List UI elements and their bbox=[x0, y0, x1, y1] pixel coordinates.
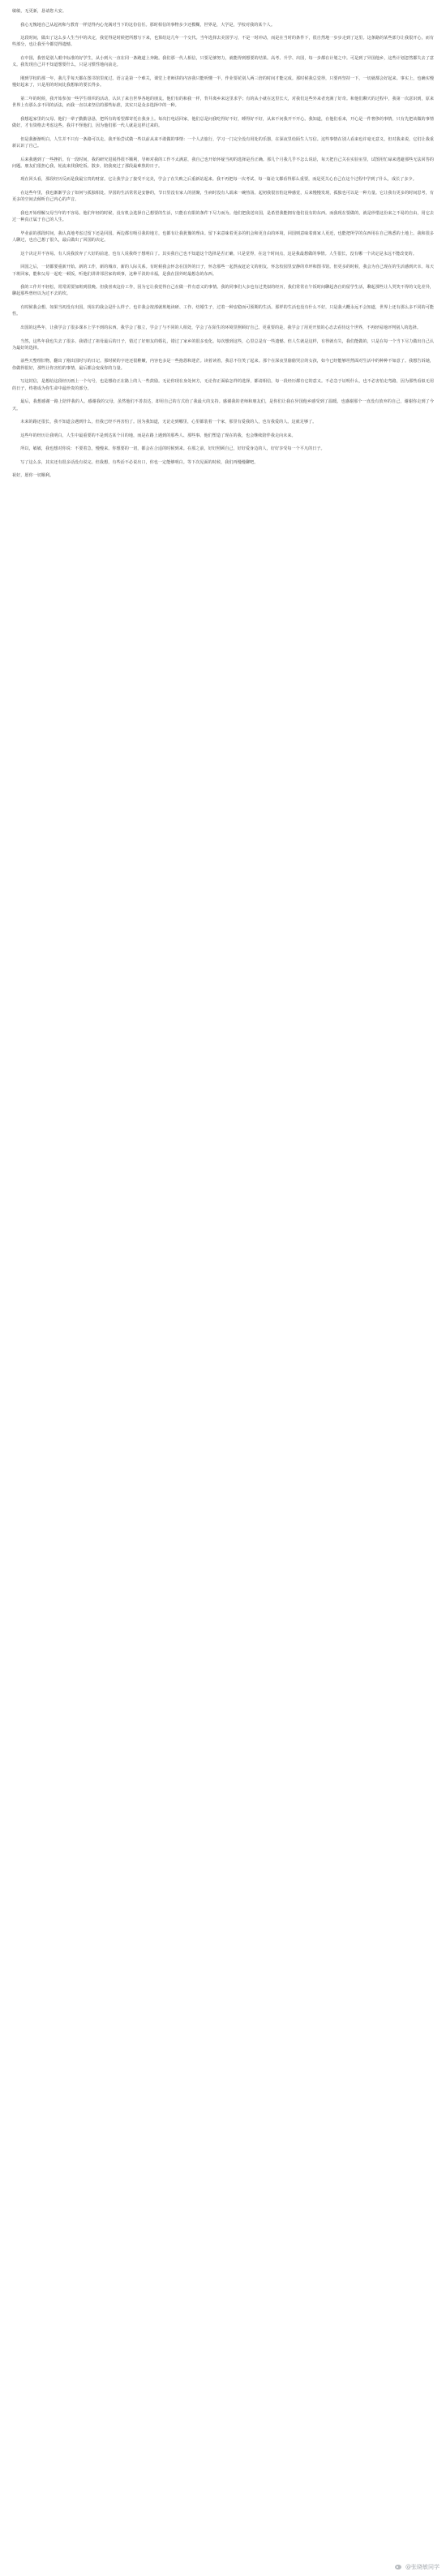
paragraph: 所以，敏敏，我也想对你说：不要着急，慢慢来。你想要的一切，都会在合适的时候到来。在那之前，好好照顾自己，好好爱身边的人，好好享受每一个平凡的日子。 bbox=[20, 446, 325, 452]
paragraph: 前些天整理旧物，翻出了刚出国时写的日记。那时候的字迹还很稚嫩，内容也多是一些抱怨和迷茫。读着读着，我忍不住笑了起来。那个在深夜里偷偷哭泣的女孩，如今已经能够坦然面对生活中的种种不如意了。我想告诉她，你做得很好，那些让你害怕的事情，最后都会变成你的力量。 bbox=[12, 359, 434, 371]
weibo-icon bbox=[395, 2564, 403, 2570]
paragraph: 我也开始理解父母当年的不容易。他们年轻的时候，没有机会选择自己想要的生活，只能在有限的条件下尽力而为。他们把我送出国，是希望我能拥有他们没有的东西。而我现在要做的，就是珍惜这份来之不易的自由，用它去过一种真正属于自己的人生。 bbox=[12, 210, 434, 223]
paragraph: 现在回头看，那段经历反而是我最宝贵的财富。它让我学会了接受不完美，学会了在失败之后重新站起来。我不再把每一次考试、每一篇论文都看得那么重要，而是更关心自己在这个过程中学到了什么，成长了多少。 bbox=[20, 177, 417, 183]
paragraph: 第二年的时候，我开始参加一些学生组织的活动，认识了来自世界各地的朋友。他们有的和我一样，背井离乡来这里求学；有的从小就在这里长大，对我们这些外来者充满了好奇。和他们聊天的过程中，我第一次意识到，原来世界上有那么多不同的活法，而我一直以来坚信的那些标准，其实只是众多选择中的一种。 bbox=[12, 96, 434, 109]
paragraph: 最后，我想感谢一路上陪伴我的人。感谢我的父母，虽然他们不善表达，却用自己的方式给了我最大的支持。感谢我的老师和朋友们，是你们让我在异国他乡感受到了温暖。也感谢那个一直没有放弃的自己，谢谢你走到了今天。 bbox=[12, 399, 434, 411]
paragraph: 我想起家里的父母。他们一辈子勤勤恳恳，把所有的希望都寄托在我身上。每次打电话回家，他们总是问我吃得好不好，睡得好不好，从来不问我开不开心。我知道，在他们看来，开心是一件奢侈的事情，只有先把该做的事情做好，才有资格去考虑这些。我并不怪他们，因为他们那一代人就是这样过来的。 bbox=[12, 116, 434, 129]
paragraph: 回国之后，一切都要重新开始。新的工作，新的城市，新的人际关系。有时候我会怀念在国外的日子，怀念那些一起熬夜赶论文的朋友，怀念校园里安静的草坪和图书馆。但更多的时候，我会为自己现在的生活感到庆幸。每天下班回家，能和父母一起吃一顿饭，听他们讲讲邻居家的琐事，这种平淡的幸福，是我在国外时最想念的东西。 bbox=[12, 265, 434, 277]
paragraph: 写了这么多，其实还有很多话没有说完。但我想，有些话不必说出口，你也一定能够明白。等下次见面的时候，我们再慢慢聊吧。 bbox=[20, 459, 259, 465]
paragraph: 这段时间，做出了这么多人生当中的决定，我觉得是时候把所想写下来，也算给这几年一个交代。当年选择去美国学习，不是一时冲动，而是在当时的条件下，很自然地一步步走到了这里。这条路的某些部分让我很开心，而有些部分，也让我至今都觉得遗憾。 bbox=[12, 36, 434, 48]
paragraph: 刚到学校的那一年，我几乎每天都在图书馆里度过。语言是第一个难关，课堂上老师讲的内容我只能听懂一半，作业要花别人两三倍的时间才能完成。那时候我总觉得，只要再坚持一下，一切就都会好起来。事实上，也确实慢慢好起来了，只是用的时间比我想象的要长得多。 bbox=[12, 75, 434, 88]
paragraph: 当然，这些年我也失去了很多。我错过了祖母最后的日子，错过了好朋友的婚礼，错过了家乡的很多变化。每次想到这些，心里总是有一些遗憾。但人生就是这样，有得就有失，我们能做的，只是在每一个当下尽力做出自己认为最好的选择。 bbox=[12, 338, 434, 351]
letter-body bbox=[12, 22, 434, 480]
paragraph: 写这封信，是想给这段经历画上一个句号，也是想给正在路上的人一些鼓励。无论你现在身处何方，无论你正面临怎样的选择，都请相信，每一段经历都有它的意义。不必急于证明什么，也不必害怕走弯路，因为那些看似无用的日子，终将成为你生命中最珍贵的部分。 bbox=[12, 379, 434, 391]
paragraph: 这个决定并不容易。有人说我放弃了大好的前途，也有人说我终于想明白了。其实我自己也不知道这个选择是否正确，只是觉得，在这个时间点，这是我最想做的事情。人生很长，没有哪一个决定是永远不能改变的。 bbox=[20, 251, 417, 256]
paragraph: 后来我遇到了一些挫折。有一段时间，我的研究进展得很不顺利，导师对我的工作不太满意，我自己也开始怀疑当初的选择是否正确。那几个月我几乎不怎么说话，每天把自己关在实验室里，试图用忙碌来逃避那些无法回答的问题。朋友们很担心我，轮流来找我吃饭、散步，陪我度过了那段最难熬的日子。 bbox=[12, 157, 434, 169]
watermark bbox=[395, 2563, 440, 2571]
closing: 祝好，愿你一切顺利。 bbox=[12, 473, 54, 479]
paragraph: 有时候我会想，如果当初没有出国，现在的我会是什么样子。也许我会按部就班地读研、工作、结婚生子，过着一种安稳而可预期的生活。那样的生活也没有什么不好，只是我大概永远不会知道，世界上还有那么多不同的可能性。 bbox=[12, 305, 434, 317]
greeting: 敏敏，无更新，恳请您大安。 bbox=[12, 9, 66, 14]
paragraph: 在中国，我曾是别人眼中标准的好学生，从小到大一直在同一条跑道上奔跑。我们那一代人相信，只要足够努力，就能得到想要的结果。高考、升学、出国，每一步都在计划之中。可是到了异国他乡，这些计划忽然都失去了意义。我发现自己并不知道想要什么，只是习惯性地向前走。 bbox=[12, 56, 434, 68]
paragraph: 毕业前的那段时间，我认真地考虑过留下还是回国。两边都有吸引我的地方，也都有让我犹豫的理由。留下来意味着更多的机会和更自由的环境，回国则意味着离家人更近，也能把所学的东西用在自己熟悉的土地上。我和很多人聊过，也自己想了很久，最后做出了回国的决定。 bbox=[12, 230, 434, 243]
paragraph: 未来的路还很长，我不知道会遇到什么，但我已经不再害怕了。因为我知道，无论走到哪里，心里都装着一个家，那里有爱我的人，也有我爱的人。这就足够了。 bbox=[20, 420, 317, 425]
paragraph: 出国的这些年，让我学会了很多课本上学不到的东西。我学会了独立，学会了与不同的人相处，学会了在陌生的环境里照顾好自己。更重要的是，我学会了用更开放的心态去看待这个世界，不再轻易地评判别人的选择。 bbox=[20, 325, 421, 330]
paragraph: 我心无愧地自己从起初和与教育一样觉得内心充满对当下的这份信任。那时相信的事物多少还模糊，世界是，大学是，学校对我的某个人。 bbox=[20, 22, 275, 28]
paragraph: 在这些年里，我也渐渐学会了如何与孤独相处。异国的生活常常是安静的，节日里没有家人的团聚，生病时没有人端来一碗热汤。起初我很害怕这种感觉，后来慢慢发现，孤独也可以是一种力量。它让我有更多的时间思考，有更多的空间去倾听自己内心的声音。 bbox=[12, 191, 434, 203]
paragraph: 我的工作并不轻松，常常需要加班到很晚。但我喜欢这份工作，因为它让我觉得自己在做一件有意义的事情。我的同事们大多也有过类似的经历，我们常常在午饭时间聊起各自的留学生活，聊起那些让人哭笑不得的文化差异，聊起那些曾经以为过不去的坎。 bbox=[12, 285, 434, 297]
paragraph: 这些年的经历让我明白，人生中最重要的不是到达某个目的地，而是在路上遇到的那些人、那些事。他们塑造了现在的我，也会继续陪伴我走向未来。 bbox=[20, 433, 296, 438]
watermark-text: @张晓敏同学 bbox=[405, 2564, 440, 2570]
paragraph: 但是我渐渐明白，人生并不只有一条路可以走。我开始尝试做一些以前从来不敢做的事情：一个人去旅行，学习一门完全没有用处的乐器，在深夜里给陌生人写信。这些事情在别人看来也许毫无意义，但对我来说，它们让我重新认识了自己。 bbox=[12, 136, 434, 149]
